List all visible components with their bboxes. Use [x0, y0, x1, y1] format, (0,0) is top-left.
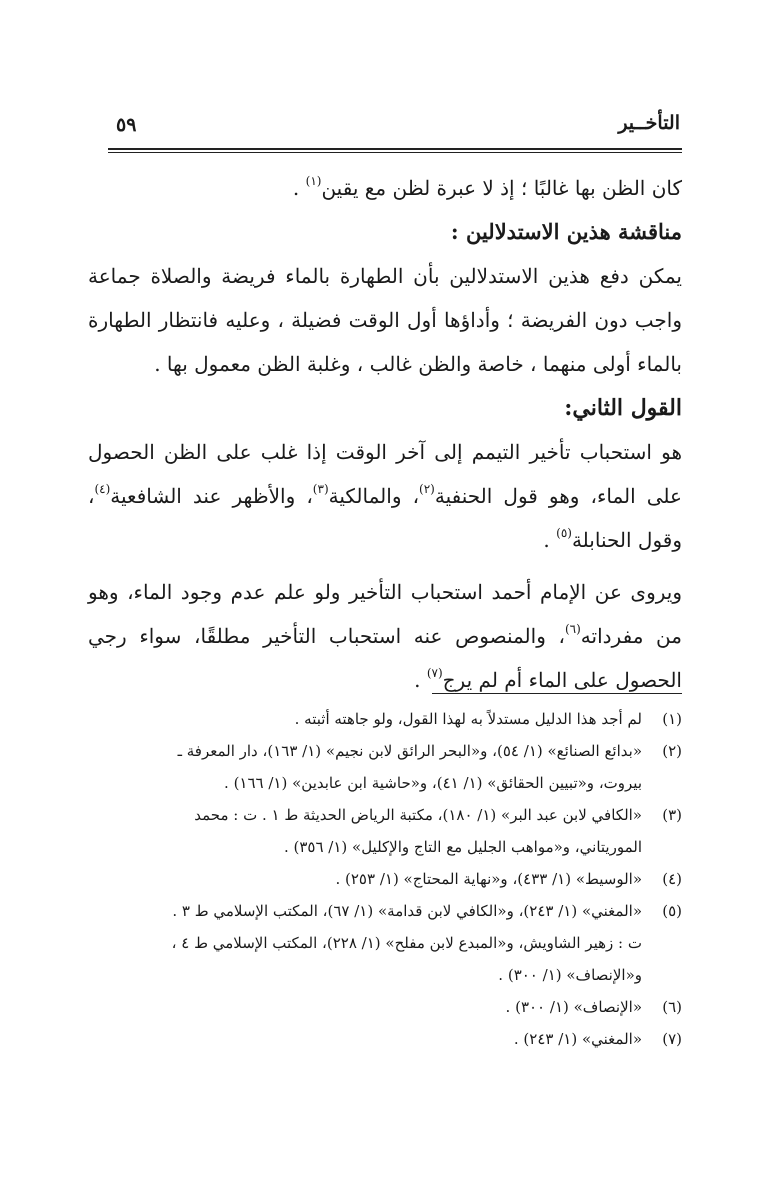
- text-line: على الماء، وهو قول الحنفية$^{(٢)}$، والمالكية$^{(٣)}$، والأظهر عند الشافعية$^{(٤)}$،: [88, 482, 682, 508]
- footnote-ref[interactable]: (٣): [312, 482, 329, 497]
- footnotes: [88, 703, 682, 1055]
- text-line: وقول الحنابلة$^{(٥)}$ .: [543, 526, 682, 552]
- footnote-item: [88, 735, 682, 799]
- footnote-number: (٧): [662, 1030, 682, 1048]
- page-number: ٥٩: [116, 114, 137, 136]
- footnote-separator: [432, 693, 682, 694]
- footnote-line: لم أجد هذا الدليل مستدلاً به لهذا القول، ولو جاهته أثبته .: [294, 710, 642, 728]
- footnote-line: «المغني» (١/ ٢٤٣)، و«الكافي لابن قدامة» (١/ ٦٧)، المكتب الإسلامي ط ٣ .: [172, 902, 642, 920]
- footnote-item: [88, 895, 682, 991]
- footnote-item: [88, 863, 682, 895]
- text-line: ويروى عن الإمام أحمد استحباب التأخير ولو علم عدم وجود الماء، وهو: [88, 580, 682, 604]
- footnote-text: [88, 991, 642, 1023]
- footnote-number: (٦): [662, 998, 682, 1016]
- text-line: كان الظن بها غالبًا ؛ إذ لا عبرة لظن مع يقين$^{(١)}$ .: [292, 174, 682, 200]
- main-text: [88, 166, 682, 702]
- running-header: [108, 112, 680, 146]
- footnote-line: بيروت، و«تبيين الحقائق» (١/ ٤١)، و«حاشية ابن عابدين» (١/ ١٦٦) .: [224, 774, 642, 792]
- text-line: من مفرداته$^{(٦)}$، والمنصوص عنه استحباب التأخير مطلقًا، سواء رجي: [88, 622, 682, 648]
- chapter-title: التأخــير: [618, 112, 680, 134]
- footnote-line: ت : زهير الشاويش، و«المبدع لابن مفلح» (١/ ٢٢٨)، المكتب الإسلامي ط ٤ ،: [171, 934, 642, 952]
- footnote-line: «بدائع الصنائع» (١/ ٥٤)، و«البحر الرائق لابن نجيم» (١/ ١٦٣)، دار المعرفة ـ: [177, 742, 642, 760]
- footnote-number: (٥): [662, 902, 682, 920]
- header-rule-thin: [108, 152, 682, 153]
- footnote-line: الموريتاني، و«مواهب الجليل مع التاج والإكليل» (١/ ٣٥٦) .: [283, 838, 642, 856]
- footnote-item: [88, 1023, 682, 1055]
- footnote-number: (١): [662, 710, 682, 728]
- section-heading: القول الثاني:: [564, 395, 682, 421]
- footnote-line: «الإنصاف» (١/ ٣٠٠) .: [505, 998, 642, 1016]
- footnote-text: [88, 1023, 642, 1055]
- footnote-ref[interactable]: (٧): [426, 666, 443, 681]
- footnote-ref[interactable]: (٥): [556, 526, 572, 541]
- text-line: الحصول على الماء أم لم يرج$^{(٧)}$ .: [414, 666, 682, 692]
- footnote-text: [88, 895, 642, 991]
- text-line: هو استحباب تأخير التيمم إلى آخر الوقت إذا غلب على الظن الحصول: [88, 440, 682, 464]
- footnote-item: [88, 703, 682, 735]
- footnote-text: [88, 703, 642, 735]
- footnote-ref[interactable]: (٦): [564, 622, 581, 637]
- footnote-text: [88, 863, 642, 895]
- text-line: يمكن دفع هذين الاستدلالين بأن الطهارة بالماء فريضة والصلاة جماعة: [88, 264, 682, 288]
- footnote-line: «الكافي لابن عبد البر» (١/ ١٨٠)، مكتبة الرياض الحديثة ط ١ . ت : محمد: [194, 806, 642, 824]
- header-rule: [108, 148, 682, 150]
- footnote-number: (٢): [662, 742, 682, 760]
- text-line: بالماء أولى منهما ، خاصة والظن غالب ، وغلبة الظن معمول بها .: [154, 352, 682, 376]
- footnote-item: [88, 991, 682, 1023]
- footnote-ref[interactable]: (٢): [419, 482, 435, 497]
- section-heading: مناقشة هذين الاستدلالين :: [450, 219, 682, 244]
- footnote-text: [88, 799, 642, 863]
- footnote-line: «الوسيط» (١/ ٤٣٣)، و«نهاية المحتاج» (١/ ٢٥٣) .: [335, 870, 642, 888]
- footnote-ref[interactable]: (٤): [94, 482, 111, 497]
- footnote-number: (٣): [662, 806, 682, 824]
- footnote-item: [88, 799, 682, 863]
- footnote-number: (٤): [662, 870, 682, 888]
- footnote-line: «المغني» (١/ ٢٤٣) .: [513, 1030, 642, 1048]
- footnote-text: [88, 735, 642, 799]
- text-line: واجب دون الفريضة ؛ وأداؤها أول الوقت فضيلة ، وعليه فانتظار الطهارة: [88, 308, 682, 332]
- footnote-ref[interactable]: (١): [305, 174, 322, 189]
- footnote-line: و«الإنصاف» (١/ ٣٠٠) .: [498, 966, 642, 984]
